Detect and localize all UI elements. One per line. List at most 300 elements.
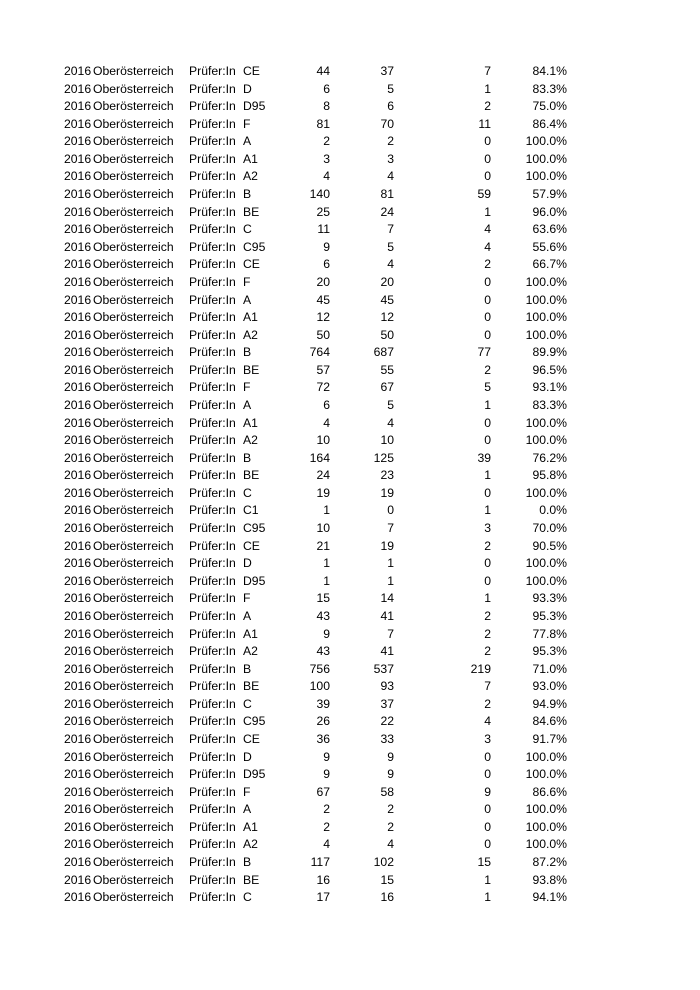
- failed-count-cell: 1: [484, 591, 491, 606]
- license-class-cell: A: [243, 608, 252, 623]
- pass-rate-cell: 70.0%: [532, 521, 567, 536]
- pass-rate-cell: 94.9%: [532, 696, 567, 711]
- total-count-cell: 2: [323, 819, 330, 834]
- total-count-cell: 72: [316, 380, 330, 395]
- total-count-cell: 12: [316, 310, 330, 325]
- pass-rate-cell: 95.3%: [532, 644, 567, 659]
- year-cell: 2016: [64, 767, 92, 782]
- role-cell: Prüfer:In: [189, 327, 236, 342]
- role-cell: Prüfer:In: [189, 257, 236, 272]
- passed-count-cell: 2: [387, 819, 394, 834]
- passed-count-cell: 70: [380, 116, 394, 131]
- pass-rate-cell: 93.0%: [532, 679, 567, 694]
- total-count-cell: 10: [316, 433, 330, 448]
- failed-count-cell: 0: [484, 837, 491, 852]
- license-class-cell: BE: [243, 362, 260, 377]
- total-count-cell: 10: [316, 521, 330, 536]
- passed-count-cell: 7: [387, 626, 394, 641]
- table-row: [0, 397, 700, 415]
- failed-count-cell: 2: [484, 538, 491, 553]
- failed-count-cell: 7: [484, 64, 491, 78]
- year-cell: 2016: [64, 257, 92, 272]
- pass-rate-cell: 100.0%: [525, 292, 567, 307]
- passed-count-cell: 5: [387, 397, 394, 412]
- failed-count-cell: 1: [484, 468, 491, 483]
- pass-rate-cell: 96.0%: [532, 204, 567, 219]
- license-class-cell: A2: [243, 327, 258, 342]
- region-cell: Oberösterreich: [93, 679, 174, 694]
- passed-count-cell: 16: [380, 890, 394, 905]
- table-row: [0, 151, 700, 169]
- total-count-cell: 26: [316, 714, 330, 729]
- failed-count-cell: 0: [484, 802, 491, 817]
- pass-rate-cell: 95.3%: [532, 608, 567, 623]
- failed-count-cell: 0: [484, 134, 491, 149]
- failed-count-cell: 2: [484, 257, 491, 272]
- total-count-cell: 24: [316, 468, 330, 483]
- pass-rate-cell: 100.0%: [525, 310, 567, 325]
- total-count-cell: 9: [323, 626, 330, 641]
- year-cell: 2016: [64, 521, 92, 536]
- region-cell: Oberösterreich: [93, 292, 174, 307]
- region-cell: Oberösterreich: [93, 99, 174, 114]
- table-row: [0, 766, 700, 784]
- role-cell: Prüfer:In: [189, 731, 236, 746]
- role-cell: Prüfer:In: [189, 573, 236, 588]
- failed-count-cell: 39: [477, 450, 491, 465]
- passed-count-cell: 2: [387, 134, 394, 149]
- license-class-cell: F: [243, 274, 251, 289]
- total-count-cell: 43: [316, 608, 330, 623]
- year-cell: 2016: [64, 855, 92, 870]
- license-class-cell: A1: [243, 819, 258, 834]
- year-cell: 2016: [64, 573, 92, 588]
- total-count-cell: 100: [309, 679, 330, 694]
- role-cell: Prüfer:In: [189, 837, 236, 852]
- role-cell: Prüfer:In: [189, 538, 236, 553]
- total-count-cell: 756: [309, 661, 330, 676]
- pass-rate-cell: 87.2%: [532, 855, 567, 870]
- license-class-cell: CE: [243, 64, 260, 78]
- total-count-cell: 4: [323, 415, 330, 430]
- region-cell: Oberösterreich: [93, 521, 174, 536]
- total-count-cell: 9: [323, 239, 330, 254]
- license-class-cell: F: [243, 784, 251, 799]
- failed-count-cell: 4: [484, 222, 491, 237]
- year-cell: 2016: [64, 644, 92, 659]
- failed-count-cell: 0: [484, 292, 491, 307]
- year-cell: 2016: [64, 468, 92, 483]
- table-row: [0, 836, 700, 854]
- license-class-cell: A: [243, 397, 252, 412]
- license-class-cell: A2: [243, 644, 258, 659]
- failed-count-cell: 0: [484, 274, 491, 289]
- failed-count-cell: 219: [470, 661, 491, 676]
- failed-count-cell: 15: [477, 855, 491, 870]
- table-row: [0, 133, 700, 151]
- role-cell: Prüfer:In: [189, 626, 236, 641]
- passed-count-cell: 33: [380, 731, 394, 746]
- pass-rate-cell: 100.0%: [525, 415, 567, 430]
- region-cell: Oberösterreich: [93, 784, 174, 799]
- table-row: [0, 696, 700, 714]
- license-class-cell: BE: [243, 204, 260, 219]
- license-class-cell: D: [243, 81, 252, 96]
- region-cell: Oberösterreich: [93, 397, 174, 412]
- failed-count-cell: 2: [484, 626, 491, 641]
- role-cell: Prüfer:In: [189, 64, 236, 78]
- table-row: [0, 520, 700, 538]
- pass-rate-cell: 71.0%: [532, 661, 567, 676]
- license-class-cell: A: [243, 134, 252, 149]
- table-row: [0, 467, 700, 485]
- role-cell: Prüfer:In: [189, 169, 236, 184]
- table-row: [0, 450, 700, 468]
- role-cell: Prüfer:In: [189, 679, 236, 694]
- role-cell: Prüfer:In: [189, 644, 236, 659]
- role-cell: Prüfer:In: [189, 204, 236, 219]
- passed-count-cell: 12: [380, 310, 394, 325]
- year-cell: 2016: [64, 714, 92, 729]
- total-count-cell: 4: [323, 169, 330, 184]
- year-cell: 2016: [64, 99, 92, 114]
- year-cell: 2016: [64, 81, 92, 96]
- passed-count-cell: 15: [380, 872, 394, 887]
- year-cell: 2016: [64, 485, 92, 500]
- year-cell: 2016: [64, 837, 92, 852]
- year-cell: 2016: [64, 239, 92, 254]
- passed-count-cell: 6: [387, 99, 394, 114]
- region-cell: Oberösterreich: [93, 749, 174, 764]
- total-count-cell: 43: [316, 644, 330, 659]
- passed-count-cell: 4: [387, 837, 394, 852]
- license-class-cell: BE: [243, 468, 260, 483]
- region-cell: Oberösterreich: [93, 714, 174, 729]
- pass-rate-cell: 100.0%: [525, 169, 567, 184]
- table-row: [0, 362, 700, 380]
- license-class-cell: F: [243, 591, 251, 606]
- total-count-cell: 16: [316, 872, 330, 887]
- passed-count-cell: 5: [387, 239, 394, 254]
- failed-count-cell: 2: [484, 99, 491, 114]
- table-row: [0, 538, 700, 556]
- role-cell: Prüfer:In: [189, 397, 236, 412]
- region-cell: Oberösterreich: [93, 239, 174, 254]
- passed-count-cell: 7: [387, 222, 394, 237]
- role-cell: Prüfer:In: [189, 380, 236, 395]
- license-class-cell: C: [243, 222, 252, 237]
- passed-count-cell: 22: [380, 714, 394, 729]
- pass-rate-cell: 100.0%: [525, 819, 567, 834]
- year-cell: 2016: [64, 872, 92, 887]
- table-row: [0, 186, 700, 204]
- license-class-cell: B: [243, 450, 252, 465]
- passed-count-cell: 0: [387, 503, 394, 518]
- passed-count-cell: 125: [373, 450, 394, 465]
- license-class-cell: A2: [243, 433, 258, 448]
- license-class-cell: CE: [243, 731, 260, 746]
- pass-rate-cell: 91.7%: [532, 731, 567, 746]
- total-count-cell: 19: [316, 485, 330, 500]
- role-cell: Prüfer:In: [189, 767, 236, 782]
- total-count-cell: 1: [323, 573, 330, 588]
- passed-count-cell: 24: [380, 204, 394, 219]
- year-cell: 2016: [64, 64, 92, 78]
- region-cell: Oberösterreich: [93, 591, 174, 606]
- region-cell: Oberösterreich: [93, 855, 174, 870]
- region-cell: Oberösterreich: [93, 626, 174, 641]
- region-cell: Oberösterreich: [93, 556, 174, 571]
- passed-count-cell: 14: [380, 591, 394, 606]
- failed-count-cell: 2: [484, 362, 491, 377]
- table-row: [0, 608, 700, 626]
- region-cell: Oberösterreich: [93, 222, 174, 237]
- table-row: [0, 221, 700, 239]
- region-cell: Oberösterreich: [93, 890, 174, 905]
- pass-rate-cell: 100.0%: [525, 802, 567, 817]
- passed-count-cell: 19: [380, 485, 394, 500]
- failed-count-cell: 77: [477, 345, 491, 360]
- pass-rate-cell: 100.0%: [525, 151, 567, 166]
- passed-count-cell: 5: [387, 81, 394, 96]
- role-cell: Prüfer:In: [189, 151, 236, 166]
- license-class-cell: D95: [243, 573, 266, 588]
- year-cell: 2016: [64, 169, 92, 184]
- table-row: [0, 168, 700, 186]
- year-cell: 2016: [64, 222, 92, 237]
- failed-count-cell: 5: [484, 380, 491, 395]
- table-row: [0, 555, 700, 573]
- passed-count-cell: 37: [380, 64, 394, 78]
- year-cell: 2016: [64, 661, 92, 676]
- failed-count-cell: 2: [484, 644, 491, 659]
- region-cell: Oberösterreich: [93, 573, 174, 588]
- region-cell: Oberösterreich: [93, 116, 174, 131]
- pass-rate-cell: 76.2%: [532, 450, 567, 465]
- region-cell: Oberösterreich: [93, 819, 174, 834]
- year-cell: 2016: [64, 749, 92, 764]
- passed-count-cell: 4: [387, 415, 394, 430]
- year-cell: 2016: [64, 433, 92, 448]
- passed-count-cell: 93: [380, 679, 394, 694]
- pass-rate-cell: 93.8%: [532, 872, 567, 887]
- role-cell: Prüfer:In: [189, 433, 236, 448]
- region-cell: Oberösterreich: [93, 415, 174, 430]
- total-count-cell: 117: [310, 855, 330, 870]
- region-cell: Oberösterreich: [93, 468, 174, 483]
- table-row: [0, 573, 700, 591]
- pass-rate-cell: 0.0%: [539, 503, 567, 518]
- table-row: [0, 116, 700, 134]
- license-class-cell: C1: [243, 503, 259, 518]
- region-cell: Oberösterreich: [93, 731, 174, 746]
- region-cell: Oberösterreich: [93, 274, 174, 289]
- year-cell: 2016: [64, 310, 92, 325]
- year-cell: 2016: [64, 784, 92, 799]
- failed-count-cell: 0: [484, 749, 491, 764]
- license-class-cell: BE: [243, 679, 260, 694]
- license-class-cell: D: [243, 556, 252, 571]
- license-class-cell: A1: [243, 415, 258, 430]
- region-cell: Oberösterreich: [93, 503, 174, 518]
- year-cell: 2016: [64, 345, 92, 360]
- year-cell: 2016: [64, 591, 92, 606]
- total-count-cell: 1: [323, 556, 330, 571]
- passed-count-cell: 7: [387, 521, 394, 536]
- passed-count-cell: 4: [387, 169, 394, 184]
- data-table: [0, 63, 700, 907]
- year-cell: 2016: [64, 890, 92, 905]
- pass-rate-cell: 55.6%: [532, 239, 567, 254]
- passed-count-cell: 41: [380, 608, 394, 623]
- region-cell: Oberösterreich: [93, 485, 174, 500]
- passed-count-cell: 1: [387, 556, 394, 571]
- region-cell: Oberösterreich: [93, 767, 174, 782]
- role-cell: Prüfer:In: [189, 239, 236, 254]
- role-cell: Prüfer:In: [189, 99, 236, 114]
- failed-count-cell: 0: [484, 415, 491, 430]
- table-row: [0, 256, 700, 274]
- failed-count-cell: 1: [484, 890, 491, 905]
- year-cell: 2016: [64, 134, 92, 149]
- total-count-cell: 21: [316, 538, 330, 553]
- passed-count-cell: 50: [380, 327, 394, 342]
- license-class-cell: BE: [243, 872, 260, 887]
- pass-rate-cell: 83.3%: [532, 81, 567, 96]
- table-row: [0, 239, 700, 257]
- license-class-cell: A2: [243, 169, 258, 184]
- year-cell: 2016: [64, 151, 92, 166]
- pass-rate-cell: 100.0%: [525, 573, 567, 588]
- table-row: [0, 626, 700, 644]
- role-cell: Prüfer:In: [189, 696, 236, 711]
- region-cell: Oberösterreich: [93, 169, 174, 184]
- year-cell: 2016: [64, 679, 92, 694]
- total-count-cell: 6: [323, 81, 330, 96]
- passed-count-cell: 58: [380, 784, 394, 799]
- year-cell: 2016: [64, 556, 92, 571]
- failed-count-cell: 0: [484, 169, 491, 184]
- table-row: [0, 292, 700, 310]
- role-cell: Prüfer:In: [189, 556, 236, 571]
- region-cell: Oberösterreich: [93, 187, 174, 202]
- license-class-cell: D95: [243, 99, 266, 114]
- role-cell: Prüfer:In: [189, 116, 236, 131]
- table-row: [0, 872, 700, 890]
- year-cell: 2016: [64, 802, 92, 817]
- total-count-cell: 6: [323, 397, 330, 412]
- role-cell: Prüfer:In: [189, 749, 236, 764]
- table-row: [0, 590, 700, 608]
- failed-count-cell: 2: [484, 608, 491, 623]
- region-cell: Oberösterreich: [93, 538, 174, 553]
- license-class-cell: A1: [243, 310, 258, 325]
- region-cell: Oberösterreich: [93, 696, 174, 711]
- total-count-cell: 36: [316, 731, 330, 746]
- table-row: [0, 819, 700, 837]
- table-row: [0, 63, 700, 81]
- failed-count-cell: 0: [484, 767, 491, 782]
- year-cell: 2016: [64, 450, 92, 465]
- pass-rate-cell: 100.0%: [525, 556, 567, 571]
- failed-count-cell: 0: [484, 151, 491, 166]
- table-row: [0, 204, 700, 222]
- region-cell: Oberösterreich: [93, 81, 174, 96]
- table-row: [0, 98, 700, 116]
- year-cell: 2016: [64, 380, 92, 395]
- total-count-cell: 2: [323, 802, 330, 817]
- year-cell: 2016: [64, 397, 92, 412]
- license-class-cell: A: [243, 802, 252, 817]
- passed-count-cell: 3: [387, 151, 394, 166]
- region-cell: Oberösterreich: [93, 204, 174, 219]
- year-cell: 2016: [64, 503, 92, 518]
- table-row: [0, 81, 700, 99]
- region-cell: Oberösterreich: [93, 151, 174, 166]
- role-cell: Prüfer:In: [189, 81, 236, 96]
- year-cell: 2016: [64, 608, 92, 623]
- total-count-cell: 6: [323, 257, 330, 272]
- pass-rate-cell: 57.9%: [532, 187, 567, 202]
- role-cell: Prüfer:In: [189, 345, 236, 360]
- total-count-cell: 57: [316, 362, 330, 377]
- license-class-cell: B: [243, 855, 252, 870]
- total-count-cell: 11: [317, 222, 330, 237]
- pass-rate-cell: 84.6%: [532, 714, 567, 729]
- license-class-cell: B: [243, 187, 252, 202]
- year-cell: 2016: [64, 819, 92, 834]
- total-count-cell: 81: [316, 116, 330, 131]
- passed-count-cell: 37: [380, 696, 394, 711]
- failed-count-cell: 11: [478, 116, 491, 131]
- year-cell: 2016: [64, 415, 92, 430]
- region-cell: Oberösterreich: [93, 837, 174, 852]
- table-row: [0, 327, 700, 345]
- region-cell: Oberösterreich: [93, 802, 174, 817]
- role-cell: Prüfer:In: [189, 802, 236, 817]
- year-cell: 2016: [64, 626, 92, 641]
- table-row: [0, 502, 700, 520]
- pass-rate-cell: 100.0%: [525, 134, 567, 149]
- role-cell: Prüfer:In: [189, 872, 236, 887]
- pass-rate-cell: 100.0%: [525, 433, 567, 448]
- table-row: [0, 379, 700, 397]
- passed-count-cell: 9: [387, 749, 394, 764]
- pass-rate-cell: 100.0%: [525, 485, 567, 500]
- year-cell: 2016: [64, 362, 92, 377]
- passed-count-cell: 102: [373, 855, 394, 870]
- license-class-cell: C: [243, 485, 252, 500]
- pass-rate-cell: 94.1%: [532, 890, 567, 905]
- region-cell: Oberösterreich: [93, 872, 174, 887]
- year-cell: 2016: [64, 204, 92, 219]
- total-count-cell: 25: [316, 204, 330, 219]
- role-cell: Prüfer:In: [189, 890, 236, 905]
- license-class-cell: CE: [243, 257, 260, 272]
- passed-count-cell: 55: [380, 362, 394, 377]
- region-cell: Oberösterreich: [93, 380, 174, 395]
- failed-count-cell: 1: [484, 204, 491, 219]
- failed-count-cell: 7: [484, 679, 491, 694]
- passed-count-cell: 81: [380, 187, 394, 202]
- role-cell: Prüfer:In: [189, 608, 236, 623]
- total-count-cell: 39: [316, 696, 330, 711]
- passed-count-cell: 19: [380, 538, 394, 553]
- passed-count-cell: 1: [387, 573, 394, 588]
- failed-count-cell: 0: [484, 310, 491, 325]
- failed-count-cell: 0: [484, 556, 491, 571]
- pass-rate-cell: 75.0%: [532, 99, 567, 114]
